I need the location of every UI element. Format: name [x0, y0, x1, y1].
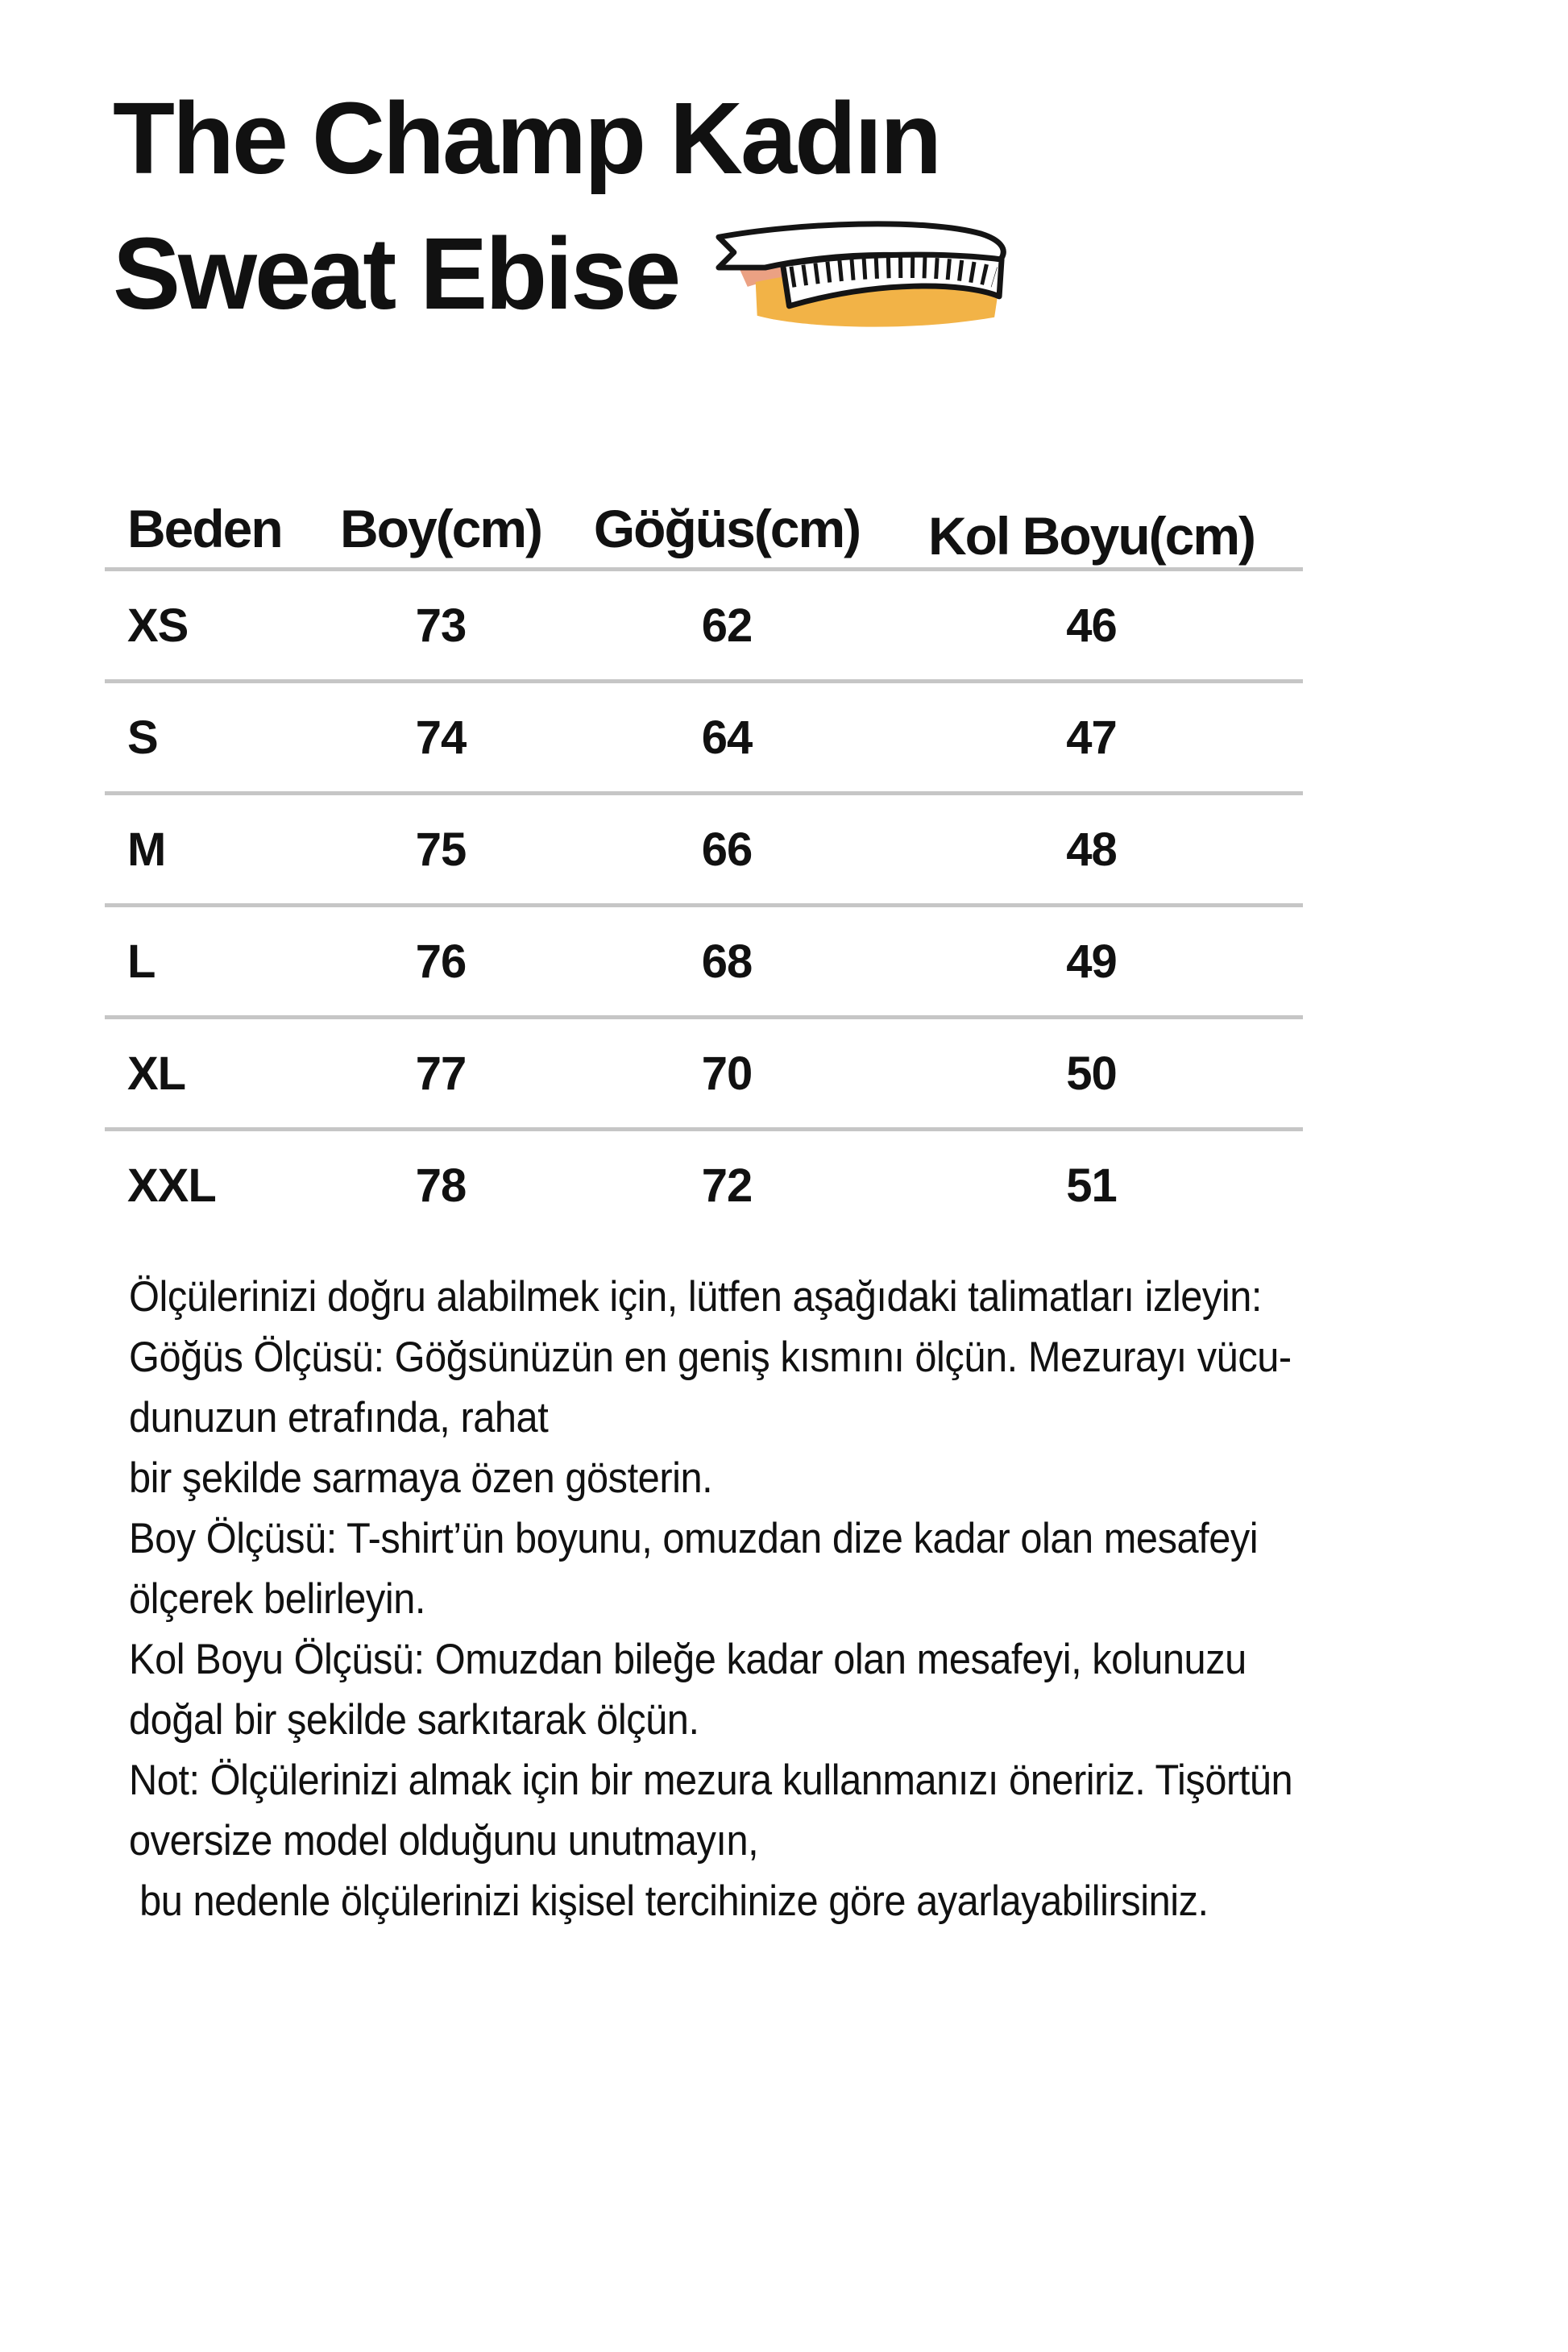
- measuring-tape-icon: [709, 219, 1014, 332]
- size-cell: M: [127, 823, 166, 876]
- instruction-line: oversize model olduğunu unutmayın,: [129, 1817, 759, 1865]
- gogus-cell: 68: [701, 935, 753, 988]
- instruction-line: Kol Boyu Ölçüsü: Omuzdan bileğe kadar olan mesafeyi, kolunuzu: [129, 1636, 1247, 1683]
- kol-boyu-cell: 47: [1066, 711, 1117, 764]
- table-header-row: [105, 490, 1303, 567]
- column-header-kol-boyu: Kol Boyu(cm): [928, 506, 1255, 566]
- kol-boyu-cell: 49: [1066, 935, 1117, 988]
- gogus-cell: 62: [701, 599, 753, 652]
- instruction-line: ölçerek belirleyin.: [129, 1575, 425, 1623]
- boy-cell: 74: [415, 711, 467, 764]
- table-row: [105, 903, 1303, 1015]
- size-chart-table: [105, 490, 1303, 1239]
- boy-cell: 75: [415, 823, 467, 876]
- size-cell: XS: [127, 599, 189, 652]
- table-row: [105, 1127, 1303, 1239]
- instruction-line: Göğüs Ölçüsü: Göğsünüzün en geniş kısmını ölçün. Mezurayı vücu-: [129, 1334, 1292, 1381]
- product-title-line-2: Sweat Ebise: [113, 217, 679, 330]
- boy-cell: 77: [415, 1047, 467, 1100]
- gogus-cell: 66: [701, 823, 753, 876]
- column-header-beden: Beden: [127, 499, 282, 558]
- boy-cell: 73: [415, 599, 467, 652]
- gogus-cell: 64: [701, 711, 753, 764]
- table-row: [105, 791, 1303, 903]
- gogus-cell: 70: [701, 1047, 753, 1100]
- kol-boyu-cell: 48: [1066, 823, 1117, 876]
- kol-boyu-cell: 46: [1066, 599, 1117, 652]
- instruction-line: Ölçülerinizi doğru alabilmek için, lütfen aşağıdaki talimatları izleyin:: [129, 1273, 1262, 1321]
- instruction-line: Boy Ölçüsü: T-shirt’ün boyunu, omuzdan dize kadar olan mesafeyi: [129, 1515, 1259, 1562]
- instruction-line: Not: Ölçülerinizi almak için bir mezura kullanmanızı öneririz. Tişörtün: [129, 1757, 1293, 1804]
- table-row: [105, 1015, 1303, 1127]
- kol-boyu-cell: 50: [1066, 1047, 1117, 1100]
- size-cell: S: [127, 711, 158, 764]
- boy-cell: 76: [415, 935, 467, 988]
- column-header-gogus: Göğüs(cm): [593, 499, 861, 558]
- instruction-line: bu nedenle ölçülerinizi kişisel tercihinize göre ayarlayabilirsiniz.: [129, 1877, 1209, 1925]
- gogus-cell: 72: [701, 1159, 753, 1212]
- table-row: [105, 567, 1303, 679]
- boy-cell: 78: [415, 1159, 467, 1212]
- column-header-boy: Boy(cm): [339, 499, 542, 558]
- measurement-instructions: [129, 1267, 1292, 1931]
- table-row: [105, 679, 1303, 791]
- size-cell: L: [127, 935, 156, 988]
- instruction-line: dunuzun etrafında, rahat: [129, 1394, 549, 1441]
- product-title-line-1: The Champ Kadın: [113, 81, 940, 195]
- instruction-line: doğal bir şekilde sarkıtarak ölçün.: [129, 1696, 699, 1744]
- kol-boyu-cell: 51: [1066, 1159, 1117, 1212]
- size-cell: XL: [127, 1047, 186, 1100]
- instruction-line: bir şekilde sarmaya özen gösterin.: [129, 1454, 713, 1502]
- size-cell: XXL: [127, 1159, 216, 1212]
